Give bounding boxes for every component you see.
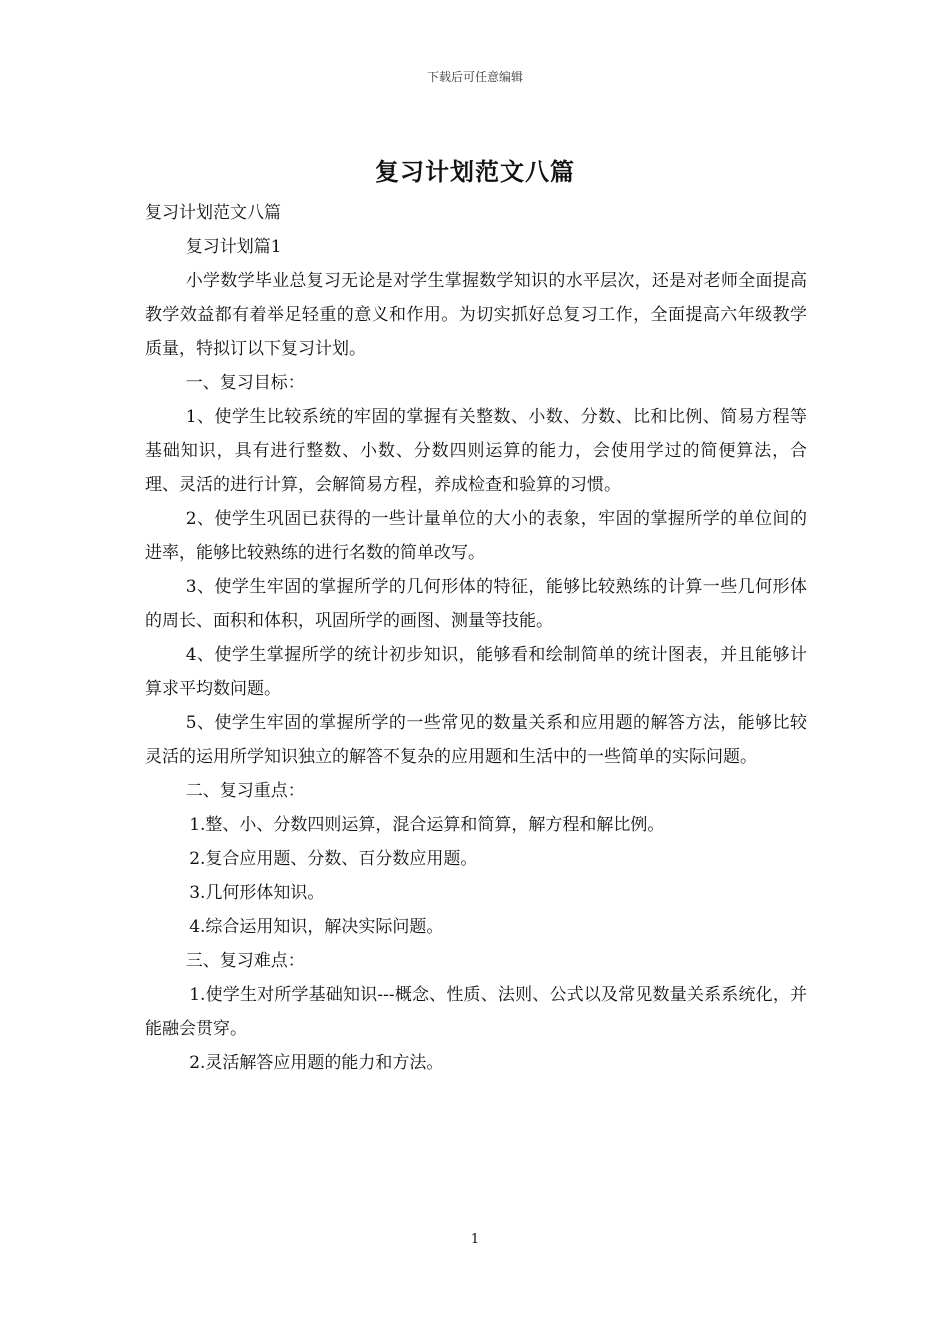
key-point-item: 3.几何形体知识。 <box>189 883 325 903</box>
difficulty-item: 2.灵活解答应用题的能力和方法。 <box>189 1053 444 1073</box>
difficulty-item: 1.使学生对所学基础知识---概念、性质、法则、公式以及常见数量关系系统化，并能融会贯穿。 <box>145 985 807 1039</box>
intro-paragraph: 小学数学毕业总复习无论是对学生掌握数学知识的水平层次，还是对老师全面提高教学效益都有着举足轻重的意义和作用。为切实抓好总复习工作，全面提高六年级教学质量，特拟订以下复习计划。 <box>145 271 807 359</box>
key-point-item: 1.整、小、分数四则运算，混合运算和简算，解方程和解比例。 <box>189 815 665 835</box>
document-body <box>145 196 807 1080</box>
goal-item: 3、使学生牢固的掌握所学的几何形体的特征，能够比较熟练的计算一些几何形体的周长、面积和体积，巩固所学的画图、测量等技能。 <box>145 577 807 631</box>
goal-item: 5、使学生牢固的掌握所学的一些常见的数量关系和应用题的解答方法，能够比较灵活的运用所学知识独立的解答不复杂的应用题和生活中的一些简单的实际问题。 <box>145 713 807 767</box>
key-points-heading: 二、复习重点： <box>185 781 305 801</box>
key-point-item: 2.复合应用题、分数、百分数应用题。 <box>189 849 478 869</box>
difficulties-heading: 三、复习难点： <box>185 951 305 971</box>
goal-item: 2、使学生巩固已获得的一些计量单位的大小的表象，牢固的掌握所学的单位间的进率，能够比较熟练的进行名数的简单改写。 <box>145 509 807 563</box>
page-number: 1 <box>470 1232 480 1247</box>
section-heading: 复习计划篇1 <box>185 237 282 257</box>
header-note: 下载后可任意编辑 <box>426 70 523 84</box>
document-subtitle: 复习计划范文八篇 <box>145 203 281 223</box>
goal-item: 4、使学生掌握所学的统计初步知识，能够看和绘制简单的统计图表，并且能够计算求平均数问题。 <box>145 645 807 699</box>
key-point-item: 4.综合运用知识，解决实际问题。 <box>189 917 444 937</box>
document-title: 复习计划范文八篇 <box>375 157 575 186</box>
goal-item: 1、使学生比较系统的牢固的掌握有关整数、小数、分数、比和比例、简易方程等基础知识，具有进行整数、小数、分数四则运算的能力，会使用学过的简便算法，合理、灵活的进行计算，会解简易方程，养成检查和验算的习惯。 <box>145 407 807 495</box>
goals-heading: 一、复习目标： <box>185 373 305 393</box>
